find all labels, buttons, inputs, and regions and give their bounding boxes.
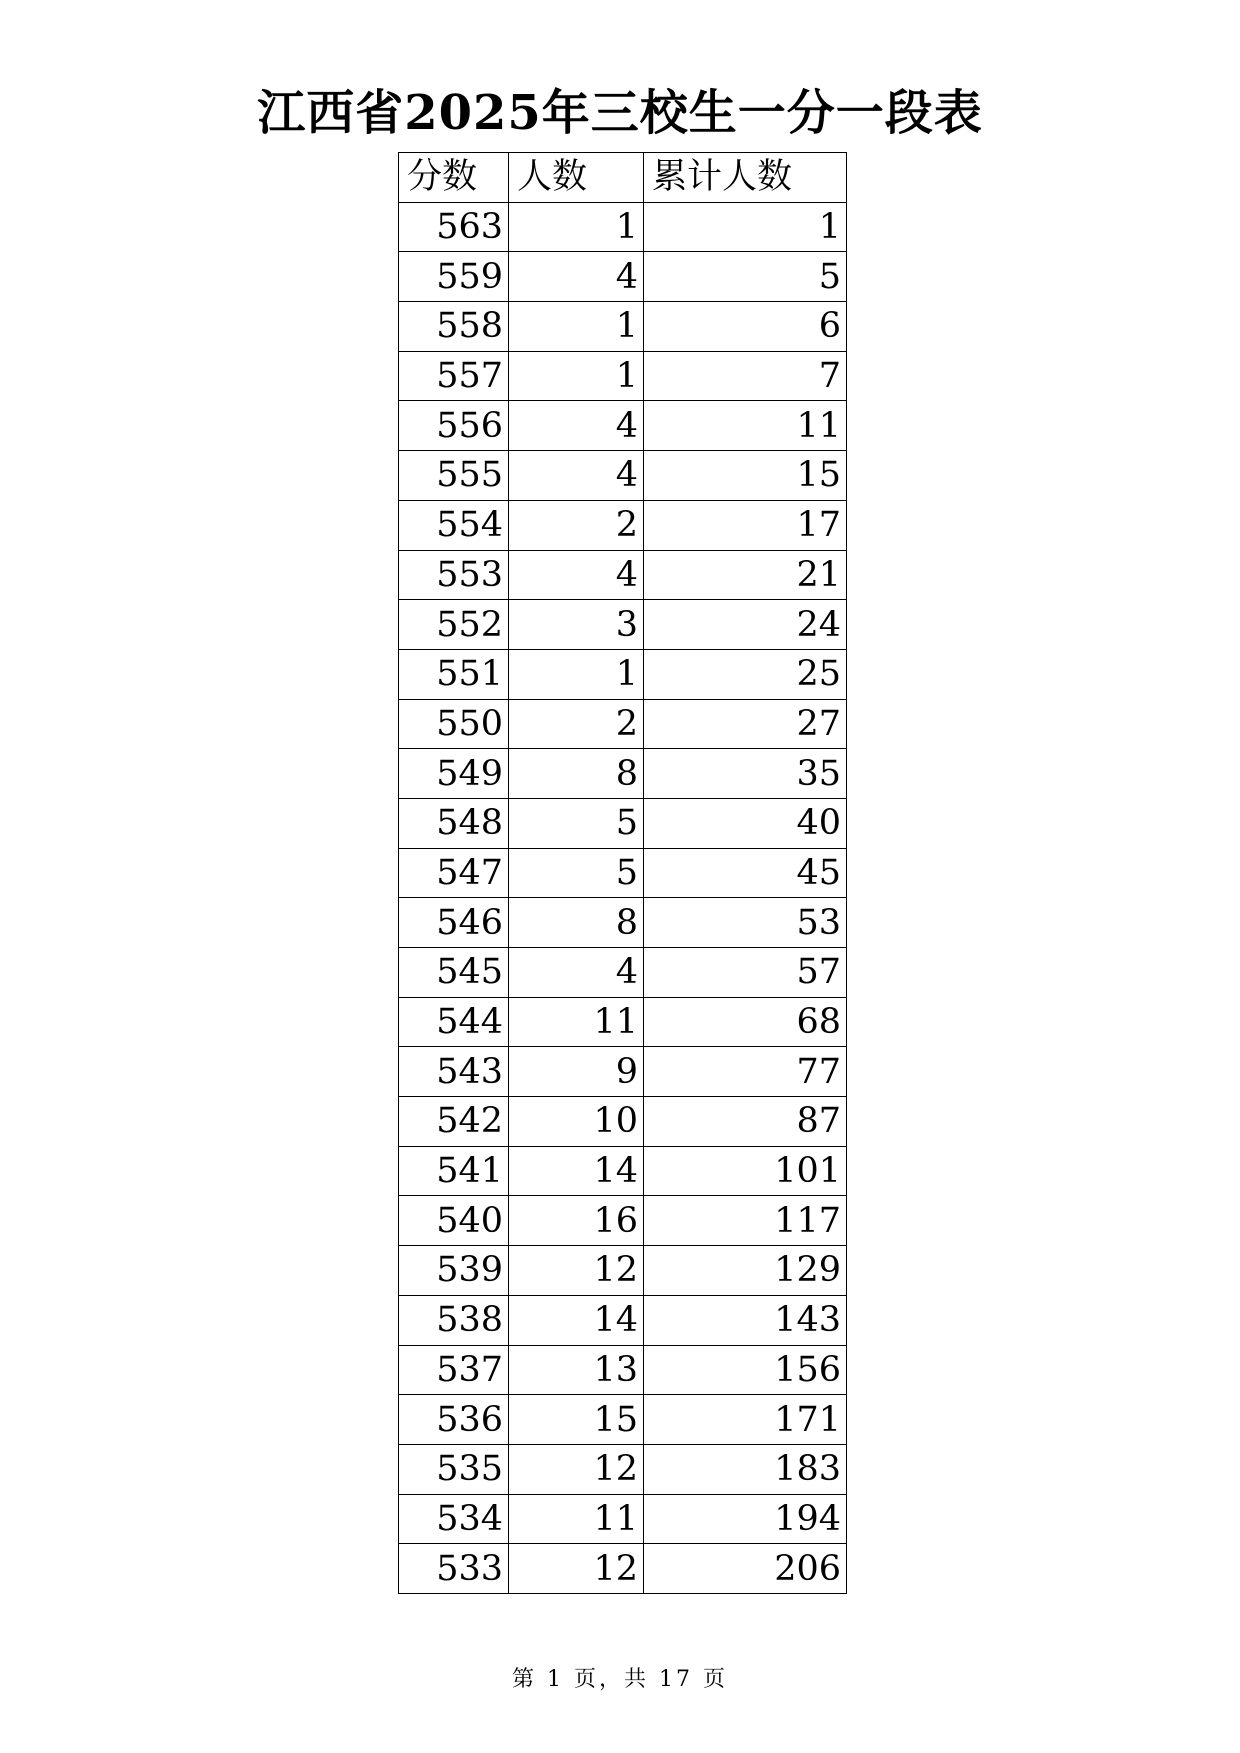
table-row (399, 649, 847, 699)
table-row (399, 202, 847, 252)
table-row (399, 600, 847, 650)
table-row (399, 302, 847, 352)
cell-cumulative: 117 (644, 1196, 847, 1246)
cell-cumulative: 1 (644, 202, 847, 252)
cell-cumulative: 194 (644, 1494, 847, 1544)
cell-cumulative: 77 (644, 1047, 847, 1097)
cell-cumulative: 5 (644, 252, 847, 302)
cell-count: 16 (509, 1196, 644, 1246)
table-row (399, 1345, 847, 1395)
cell-count: 4 (509, 948, 644, 998)
cell-count: 14 (509, 1146, 644, 1196)
cell-score: 558 (399, 302, 509, 352)
page-footer: 第 1 页，共 17 页 (512, 1667, 728, 1692)
cell-count: 14 (509, 1295, 644, 1345)
cell-score: 541 (399, 1146, 509, 1196)
table-row (399, 1097, 847, 1147)
cell-score: 538 (399, 1295, 509, 1345)
cell-score: 553 (399, 550, 509, 600)
cell-count: 4 (509, 451, 644, 501)
cell-score: 556 (399, 401, 509, 451)
cell-count: 2 (509, 699, 644, 749)
cell-count: 3 (509, 600, 644, 650)
cell-count: 11 (509, 1494, 644, 1544)
cell-cumulative: 143 (644, 1295, 847, 1345)
cell-score: 559 (399, 252, 509, 302)
table-row (399, 1295, 847, 1345)
page-title: 江西省2025年三校生一分一段表 (257, 85, 983, 141)
table-row (399, 749, 847, 799)
cell-count: 8 (509, 898, 644, 948)
cell-count: 12 (509, 1444, 644, 1494)
table-body (399, 202, 847, 1593)
cell-cumulative: 11 (644, 401, 847, 451)
table-header-row (399, 153, 847, 203)
table-row (399, 1146, 847, 1196)
cell-count: 4 (509, 401, 644, 451)
table-row (399, 848, 847, 898)
score-distribution-table (398, 152, 847, 1594)
table-row (399, 401, 847, 451)
cell-cumulative: 6 (644, 302, 847, 352)
cell-score: 551 (399, 649, 509, 699)
cell-count: 5 (509, 848, 644, 898)
table-row (399, 1246, 847, 1296)
cell-cumulative: 7 (644, 351, 847, 401)
cell-cumulative: 45 (644, 848, 847, 898)
cell-cumulative: 129 (644, 1246, 847, 1296)
table-row (399, 1544, 847, 1594)
cell-count: 4 (509, 252, 644, 302)
cell-cumulative: 27 (644, 699, 847, 749)
cell-score: 540 (399, 1196, 509, 1246)
cell-count: 15 (509, 1395, 644, 1445)
cell-score: 548 (399, 798, 509, 848)
cell-count: 5 (509, 798, 644, 848)
table-row (399, 948, 847, 998)
cell-count: 1 (509, 202, 644, 252)
cell-score: 554 (399, 500, 509, 550)
table-row (399, 997, 847, 1047)
cell-cumulative: 206 (644, 1544, 847, 1594)
cell-count: 12 (509, 1246, 644, 1296)
cell-score: 535 (399, 1444, 509, 1494)
cell-score: 563 (399, 202, 509, 252)
cell-cumulative: 15 (644, 451, 847, 501)
cell-score: 536 (399, 1395, 509, 1445)
cell-count: 12 (509, 1544, 644, 1594)
cell-score: 546 (399, 898, 509, 948)
cell-count: 10 (509, 1097, 644, 1147)
table-row (399, 252, 847, 302)
cell-score: 557 (399, 351, 509, 401)
cell-cumulative: 53 (644, 898, 847, 948)
cell-score: 537 (399, 1345, 509, 1395)
cell-cumulative: 68 (644, 997, 847, 1047)
table-row (399, 500, 847, 550)
table-row (399, 699, 847, 749)
table-row (399, 1494, 847, 1544)
table-row (399, 1444, 847, 1494)
header-count: 人数 (509, 153, 644, 203)
table-row (399, 898, 847, 948)
cell-cumulative: 101 (644, 1146, 847, 1196)
cell-score: 543 (399, 1047, 509, 1097)
cell-cumulative: 35 (644, 749, 847, 799)
table-row (399, 1196, 847, 1246)
cell-score: 550 (399, 699, 509, 749)
table-row (399, 1047, 847, 1097)
cell-cumulative: 40 (644, 798, 847, 848)
table-row (399, 798, 847, 848)
cell-cumulative: 183 (644, 1444, 847, 1494)
cell-cumulative: 17 (644, 500, 847, 550)
cell-cumulative: 156 (644, 1345, 847, 1395)
table-row (399, 550, 847, 600)
cell-score: 542 (399, 1097, 509, 1147)
cell-cumulative: 21 (644, 550, 847, 600)
cell-count: 9 (509, 1047, 644, 1097)
table-row (399, 451, 847, 501)
cell-score: 545 (399, 948, 509, 998)
cell-cumulative: 57 (644, 948, 847, 998)
cell-cumulative: 171 (644, 1395, 847, 1445)
cell-count: 8 (509, 749, 644, 799)
cell-count: 1 (509, 302, 644, 352)
cell-score: 547 (399, 848, 509, 898)
cell-count: 11 (509, 997, 644, 1047)
cell-score: 555 (399, 451, 509, 501)
cell-count: 4 (509, 550, 644, 600)
table-row (399, 351, 847, 401)
header-cumulative: 累计人数 (644, 153, 847, 203)
cell-score: 534 (399, 1494, 509, 1544)
cell-score: 533 (399, 1544, 509, 1594)
cell-count: 1 (509, 649, 644, 699)
cell-count: 1 (509, 351, 644, 401)
cell-score: 539 (399, 1246, 509, 1296)
cell-count: 13 (509, 1345, 644, 1395)
cell-count: 2 (509, 500, 644, 550)
cell-cumulative: 87 (644, 1097, 847, 1147)
header-score: 分数 (399, 153, 509, 203)
table-row (399, 1395, 847, 1445)
cell-score: 549 (399, 749, 509, 799)
cell-score: 544 (399, 997, 509, 1047)
cell-cumulative: 24 (644, 600, 847, 650)
cell-cumulative: 25 (644, 649, 847, 699)
cell-score: 552 (399, 600, 509, 650)
